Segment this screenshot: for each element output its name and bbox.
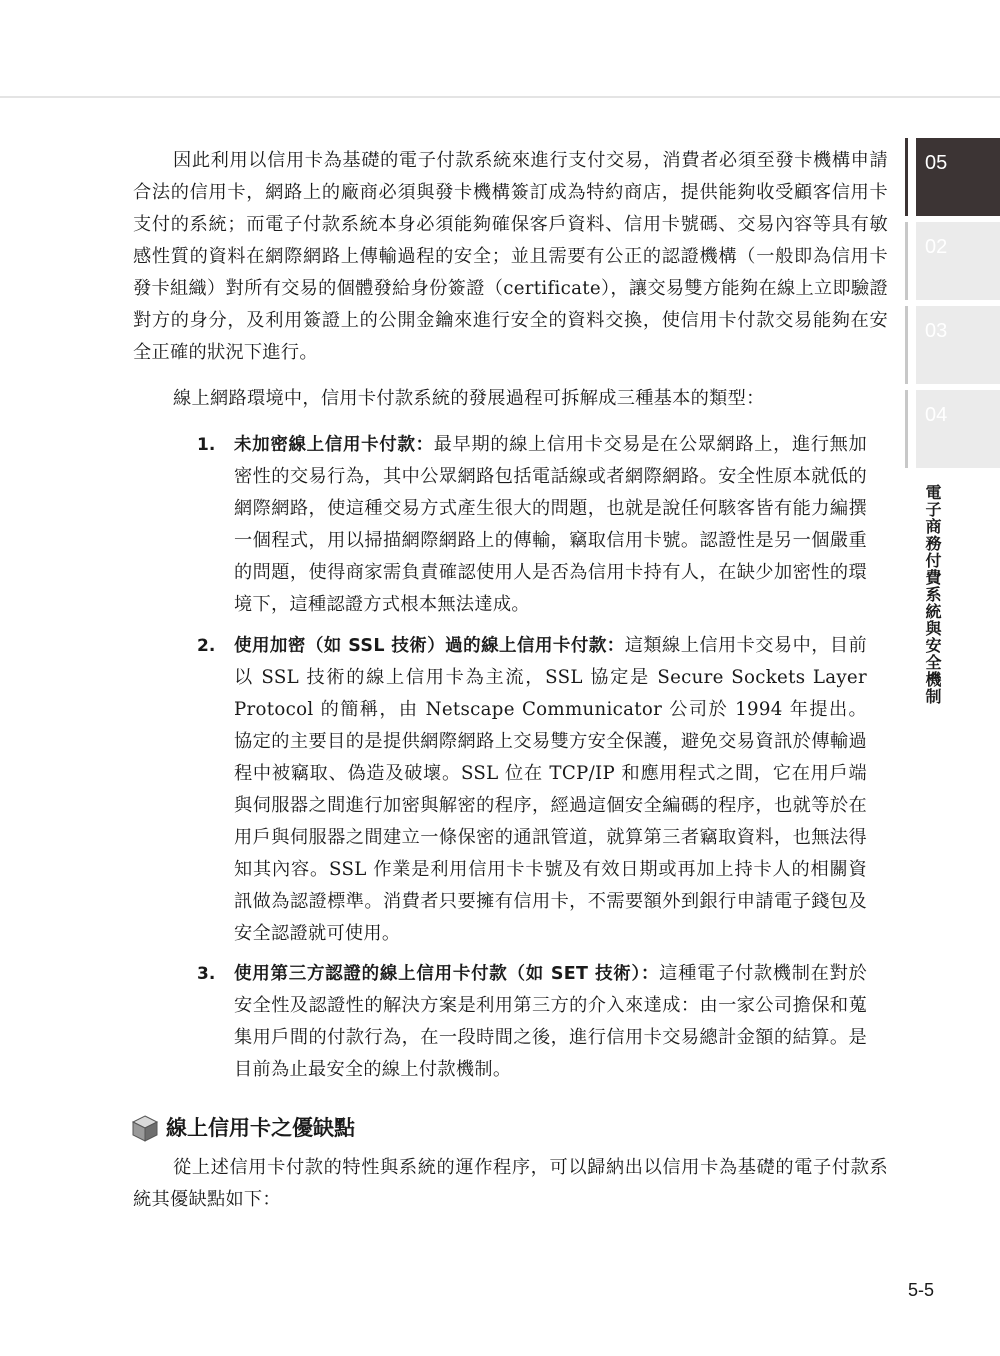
cube-icon: [131, 1114, 159, 1142]
list-text: 最早期的線上信用卡交易是在公眾網路上，進行無加密性的交易行為，其中公眾網路包括電話線或者網際網路。安全性原本就低的網際網路，使這種交易方式產生很大的問題，也就是說任何駭客皆有能力編撰一個程式，用以掃描網際網路上的傳輸，竊取信用卡號。認證性是另一個嚴重的問題，使得商家需負責確認使用人是否為信用卡持有人，在缺少加密性的環境下，這種認證方式根本無法達成。: [234, 434, 867, 615]
list-number: 1.: [197, 435, 216, 455]
chapter-tab-label: 02: [925, 236, 948, 258]
page-number: 5-5: [908, 1280, 935, 1300]
chapter-tab-label: 05: [925, 152, 948, 174]
list-title: 使用第三方認證的線上信用卡付款（如 SET 技術）：: [234, 964, 660, 984]
tab-indicator-03: [905, 306, 908, 384]
chapter-tab-04[interactable]: [916, 390, 1000, 468]
list-title: 使用加密（如 SSL 技術）過的線上信用卡付款：: [234, 636, 625, 656]
header-rule: [0, 96, 1000, 98]
chapter-title-vertical: 電子商務付費系統與安全機制: [923, 484, 942, 705]
chapter-tab-label: 04: [925, 404, 948, 426]
chapter-tab-02[interactable]: [916, 222, 1000, 300]
list-text: 這種電子付款機制在對於安全性及認證性的解決方案是利用第三方的介入來達成：由一家公司擔保和蒐集用戶間的付款行為，在一段時間之後，進行信用卡交易總計金額的結算。是目前為止最安全的線上付款機制。: [234, 963, 867, 1080]
tab-indicator-04: [905, 390, 908, 468]
tab-indicator-05: [905, 138, 908, 216]
list-number: 3.: [197, 964, 216, 984]
paragraph-1: 因此利用以信用卡為基礎的電子付款系統來進行支付交易，消費者必須至發卡機構申請合法的信用卡，網路上的廠商必須與發卡機構簽訂成為特約商店，提供能夠收受顧客信用卡支付的系統；而電子付款系統本身必須能夠確保客戶資料、信用卡號碼、交易內容等具有敏感性質的資料在網際網路上傳輸過程的安全；並且需要有公正的認證機構（一般即為信用卡發卡組織）對所有交易的個體發給身份簽證（certificate），讓交易雙方能夠在線上立即驗證對方的身分，及利用簽證上的公開金鑰來進行安全的資料交換，使信用卡付款交易能夠在安全正確的狀況下進行。: [133, 150, 888, 363]
list-body: [234, 958, 867, 1086]
list-body: [234, 429, 867, 621]
paragraph-2: 線上網路環境中，信用卡付款系統的發展過程可拆解成三種基本的類型：: [173, 388, 765, 409]
list-title: 未加密線上信用卡付款：: [234, 435, 434, 455]
chapter-tab-label: 03: [925, 320, 948, 342]
list-body: [234, 630, 867, 950]
section-intro: 從上述信用卡付款的特性與系統的運作程序，可以歸納出以信用卡為基礎的電子付款系統其優缺點如下：: [133, 1157, 888, 1210]
tab-indicator-02: [905, 222, 908, 300]
section-title: 線上信用卡之優缺點: [166, 1116, 355, 1140]
list-number: 2.: [197, 636, 216, 656]
chapter-tab-05[interactable]: [916, 138, 1000, 216]
chapter-tab-03[interactable]: [916, 306, 1000, 384]
list-text: 這類線上信用卡交易中，目前以 SSL 技術的線上信用卡為主流，SSL 協定是 Secure Sockets Layer Protocol 的簡稱，由 Netscape Communicator 公司於 1994 年提出。協定的主要目的是提供網際網路上交易雙方安全保護，避免交易資訊於傳輸過程中被竊取、偽造及破壞。SSL 位在 TCP/IP 和應用程式之間，它在用戶端與伺服器之間進行加密與解密的程序，經過這個安全編碼的程序，也就等於在用戶與伺服器之間建立一條保密的通訊管道，就算第三者竊取資料，也無法得知其內容。SSL 作業是利用信用卡卡號及有效日期或再加上持卡人的相關資訊做為認證標準。消費者只要擁有信用卡，不需要額外到銀行申請電子錢包及安全認證就可使用。: [234, 635, 867, 944]
